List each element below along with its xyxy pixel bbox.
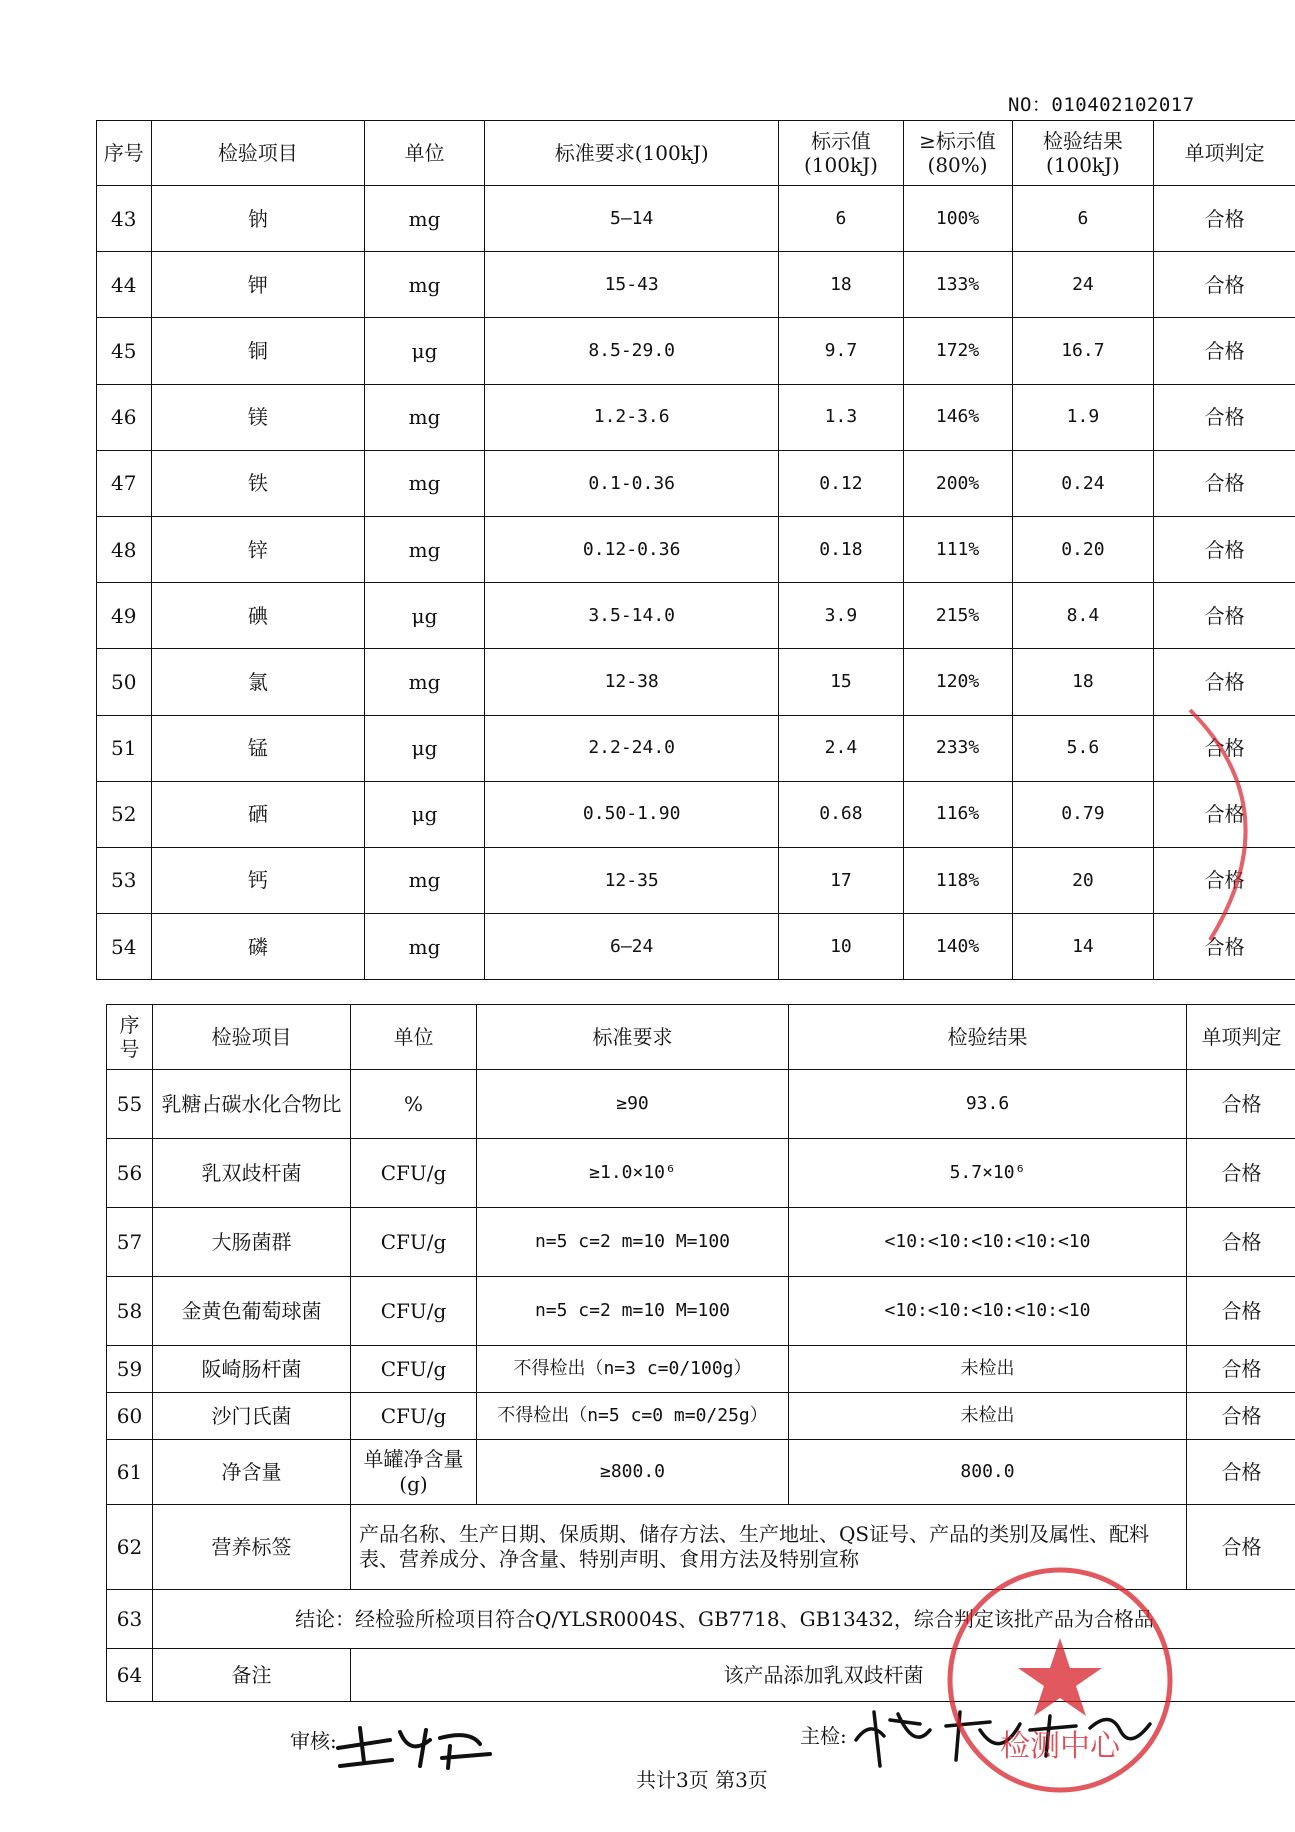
cell-ge: 116% bbox=[903, 781, 1012, 847]
header-judgement: 单项判定 bbox=[1187, 1005, 1295, 1070]
cell-unit: % bbox=[351, 1070, 477, 1139]
cell-label: 10 bbox=[779, 914, 903, 980]
cell-label: 18 bbox=[779, 252, 903, 318]
cell-seq: 55 bbox=[107, 1070, 153, 1139]
table-row bbox=[97, 583, 1295, 649]
cell-seq: 48 bbox=[97, 516, 152, 582]
cell-item: 营养标签 bbox=[153, 1505, 351, 1590]
cell-seq: 47 bbox=[97, 450, 152, 516]
table-row bbox=[97, 847, 1295, 913]
cell-label: 17 bbox=[779, 847, 903, 913]
cell-result: 未检出 bbox=[789, 1346, 1187, 1393]
table-row bbox=[107, 1277, 1295, 1346]
cell-item: 磷 bbox=[151, 914, 365, 980]
header-seq: 序号 bbox=[107, 1005, 153, 1070]
cell-seq: 52 bbox=[97, 781, 152, 847]
header-unit: 单位 bbox=[351, 1005, 477, 1070]
cell-seq: 44 bbox=[97, 252, 152, 318]
cell-seq: 43 bbox=[97, 186, 152, 252]
cell-seq: 64 bbox=[107, 1649, 153, 1702]
header-seq: 序号 bbox=[97, 121, 152, 186]
cell-standard: 2.2-24.0 bbox=[485, 715, 779, 781]
cell-item: 锰 bbox=[151, 715, 365, 781]
cell-result: 5.6 bbox=[1012, 715, 1154, 781]
cell-seq: 59 bbox=[107, 1346, 153, 1393]
cell-result: 0.79 bbox=[1012, 781, 1154, 847]
cell-seq: 56 bbox=[107, 1139, 153, 1208]
table-row bbox=[97, 252, 1295, 318]
cell-seq: 45 bbox=[97, 318, 152, 384]
cell-ge: 172% bbox=[903, 318, 1012, 384]
table-row bbox=[107, 1208, 1295, 1277]
cell-unit: mg bbox=[365, 847, 485, 913]
cell-item: 乳糖占碳水化合物比 bbox=[153, 1070, 351, 1139]
cell-judge: 合格 bbox=[1187, 1393, 1295, 1440]
cell-standard: 8.5-29.0 bbox=[485, 318, 779, 384]
cell-result: 6 bbox=[1012, 186, 1154, 252]
cell-item: 钾 bbox=[151, 252, 365, 318]
table-row bbox=[97, 516, 1295, 582]
cell-standard: 3.5-14.0 bbox=[485, 583, 779, 649]
cell-standard: 0.50-1.90 bbox=[485, 781, 779, 847]
cell-result: 0.24 bbox=[1012, 450, 1154, 516]
cell-item: 大肠菌群 bbox=[153, 1208, 351, 1277]
partial-seal bbox=[1180, 700, 1295, 950]
cell-label: 9.7 bbox=[779, 318, 903, 384]
header-standard: 标准要求(100kJ) bbox=[485, 121, 779, 186]
cell-standard: 1.2-3.6 bbox=[485, 384, 779, 450]
cell-result: 8.4 bbox=[1012, 583, 1154, 649]
cell-result: 16.7 bbox=[1012, 318, 1154, 384]
header-unit: 单位 bbox=[365, 121, 485, 186]
cell-judge: 合格 bbox=[1154, 715, 1295, 781]
cell-label: 15 bbox=[779, 649, 903, 715]
table-row bbox=[107, 1440, 1295, 1505]
cell-seq: 54 bbox=[97, 914, 152, 980]
header-item: 检验项目 bbox=[151, 121, 365, 186]
cell-judge: 合格 bbox=[1187, 1346, 1295, 1393]
cell-unit: μg bbox=[365, 583, 485, 649]
cell-judge: 合格 bbox=[1187, 1070, 1295, 1139]
cell-item: 钠 bbox=[151, 186, 365, 252]
table-row bbox=[107, 1139, 1295, 1208]
cell-item: 钙 bbox=[151, 847, 365, 913]
cell-label: 3.9 bbox=[779, 583, 903, 649]
cell-judge: 合格 bbox=[1154, 583, 1295, 649]
cell-judge: 合格 bbox=[1187, 1505, 1295, 1590]
reviewer-signature bbox=[330, 1710, 500, 1780]
nutrient-table bbox=[96, 120, 1295, 980]
cell-seq: 57 bbox=[107, 1208, 153, 1277]
cell-result: 未检出 bbox=[789, 1393, 1187, 1440]
cell-result: 18 bbox=[1012, 649, 1154, 715]
document-number: NO：010402102017 bbox=[1008, 94, 1195, 116]
cell-standard: 5—14 bbox=[485, 186, 779, 252]
cell-result: <10:<10:<10:<10:<10 bbox=[789, 1277, 1187, 1346]
cell-judge: 合格 bbox=[1187, 1277, 1295, 1346]
cell-unit: mg bbox=[365, 450, 485, 516]
cell-seq: 51 bbox=[97, 715, 152, 781]
cell-unit: mg bbox=[365, 649, 485, 715]
cell-label: 2.4 bbox=[779, 715, 903, 781]
cell-judge: 合格 bbox=[1187, 1440, 1295, 1505]
cell-judge: 合格 bbox=[1187, 1208, 1295, 1277]
cell-item: 碘 bbox=[151, 583, 365, 649]
remark-text: 该产品添加乳双歧杆菌 bbox=[351, 1649, 1295, 1702]
cell-seq: 63 bbox=[107, 1590, 153, 1649]
header-judgement: 单项判定 bbox=[1154, 121, 1295, 186]
cell-ge: 200% bbox=[903, 450, 1012, 516]
table-header bbox=[97, 121, 1295, 186]
cell-seq: 49 bbox=[97, 583, 152, 649]
cell-item: 沙门氏菌 bbox=[153, 1393, 351, 1440]
cell-standard: n=5 c=2 m=10 M=100 bbox=[477, 1208, 789, 1277]
cell-standard: 12-35 bbox=[485, 847, 779, 913]
cell-ge: 146% bbox=[903, 384, 1012, 450]
cell-unit: mg bbox=[365, 516, 485, 582]
inspector-label: 主检: bbox=[800, 1724, 847, 1748]
cell-judge: 合格 bbox=[1154, 186, 1295, 252]
cell-standard: 不得检出（n=5 c=0 m=0/25g） bbox=[477, 1393, 789, 1440]
cell-result: 14 bbox=[1012, 914, 1154, 980]
cell-unit: CFU/g bbox=[351, 1208, 477, 1277]
cell-result: 5.7×10⁶ bbox=[789, 1139, 1187, 1208]
table-row bbox=[97, 318, 1295, 384]
cell-seq: 53 bbox=[97, 847, 152, 913]
cell-seq: 60 bbox=[107, 1393, 153, 1440]
table-row bbox=[107, 1070, 1295, 1139]
header-item: 检验项目 bbox=[153, 1005, 351, 1070]
cell-unit: mg bbox=[365, 914, 485, 980]
cell-item: 乳双歧杆菌 bbox=[153, 1139, 351, 1208]
cell-seq: 61 bbox=[107, 1440, 153, 1505]
header-label-value: 标示值 (100kJ) bbox=[779, 121, 903, 186]
cell-item: 铜 bbox=[151, 318, 365, 384]
table-row bbox=[97, 715, 1295, 781]
cell-seq: 58 bbox=[107, 1277, 153, 1346]
cell-unit: mg bbox=[365, 252, 485, 318]
cell-result: 800.0 bbox=[789, 1440, 1187, 1505]
table-row bbox=[97, 914, 1295, 980]
cell-standard: 不得检出（n=3 c=0/100g） bbox=[477, 1346, 789, 1393]
cell-unit: mg bbox=[365, 384, 485, 450]
cell-ge: 118% bbox=[903, 847, 1012, 913]
cell-judge: 合格 bbox=[1187, 1139, 1295, 1208]
cell-item: 铁 bbox=[151, 450, 365, 516]
cell-standard: ≥1.0×10⁶ bbox=[477, 1139, 789, 1208]
cell-judge: 合格 bbox=[1154, 318, 1295, 384]
table-row bbox=[97, 384, 1295, 450]
cell-unit: CFU/g bbox=[351, 1393, 477, 1440]
cell-result: 20 bbox=[1012, 847, 1154, 913]
cell-standard: ≥800.0 bbox=[477, 1440, 789, 1505]
cell-judge: 合格 bbox=[1154, 847, 1295, 913]
cell-standard: 12-38 bbox=[485, 649, 779, 715]
cell-unit: 单罐净含量(g) bbox=[351, 1440, 477, 1505]
cell-result: 24 bbox=[1012, 252, 1154, 318]
table-row bbox=[97, 649, 1295, 715]
cell-label-content: 产品名称、生产日期、保质期、储存方法、生产地址、QS证号、产品的类别及属性、配料表、营养成分、净含量、特别声明、食用方法及特别宣称 bbox=[351, 1505, 1187, 1590]
cell-judge: 合格 bbox=[1154, 914, 1295, 980]
cell-ge: 215% bbox=[903, 583, 1012, 649]
seal-text: 检测中心 bbox=[1000, 1729, 1120, 1764]
cell-unit: CFU/g bbox=[351, 1139, 477, 1208]
cell-ge: 100% bbox=[903, 186, 1012, 252]
cell-unit: μg bbox=[365, 715, 485, 781]
cell-item: 镁 bbox=[151, 384, 365, 450]
cell-standard: 0.1-0.36 bbox=[485, 450, 779, 516]
cell-item: 备注 bbox=[153, 1649, 351, 1702]
cell-standard: ≥90 bbox=[477, 1070, 789, 1139]
cell-seq: 46 bbox=[97, 384, 152, 450]
table-row bbox=[107, 1393, 1295, 1440]
cell-item: 金黄色葡萄球菌 bbox=[153, 1277, 351, 1346]
table-row bbox=[97, 186, 1295, 252]
header-standard: 标准要求 bbox=[477, 1005, 789, 1070]
cell-label: 1.3 bbox=[779, 384, 903, 450]
header-result: 检验结果 (100kJ) bbox=[1012, 121, 1154, 186]
cell-result: 93.6 bbox=[789, 1070, 1187, 1139]
cell-judge: 合格 bbox=[1154, 649, 1295, 715]
cell-ge: 140% bbox=[903, 914, 1012, 980]
conclusion-text: 结论：经检验所检项目符合Q/YLSR0004S、GB7718、GB13432，综合判定该批产品为合格品 bbox=[153, 1590, 1295, 1649]
cell-label: 0.68 bbox=[779, 781, 903, 847]
cell-standard: 15-43 bbox=[485, 252, 779, 318]
page-info: 共计3页 第3页 bbox=[636, 1768, 768, 1792]
cell-label: 6 bbox=[779, 186, 903, 252]
cell-standard: 0.12-0.36 bbox=[485, 516, 779, 582]
cell-item: 净含量 bbox=[153, 1440, 351, 1505]
cell-ge: 120% bbox=[903, 649, 1012, 715]
header-result: 检验结果 bbox=[789, 1005, 1187, 1070]
table-row bbox=[107, 1346, 1295, 1393]
cell-ge: 111% bbox=[903, 516, 1012, 582]
cell-judge: 合格 bbox=[1154, 384, 1295, 450]
cell-seq: 50 bbox=[97, 649, 152, 715]
cell-ge: 133% bbox=[903, 252, 1012, 318]
cell-ge: 233% bbox=[903, 715, 1012, 781]
table-row bbox=[97, 450, 1295, 516]
table-header bbox=[107, 1005, 1295, 1070]
cell-seq: 62 bbox=[107, 1505, 153, 1590]
cell-result: 1.9 bbox=[1012, 384, 1154, 450]
cell-item: 锌 bbox=[151, 516, 365, 582]
cell-result: <10:<10:<10:<10:<10 bbox=[789, 1208, 1187, 1277]
cell-standard: 6—24 bbox=[485, 914, 779, 980]
table-row bbox=[97, 781, 1295, 847]
cell-label: 0.18 bbox=[779, 516, 903, 582]
cell-standard: n=5 c=2 m=10 M=100 bbox=[477, 1277, 789, 1346]
cell-item: 阪崎肠杆菌 bbox=[153, 1346, 351, 1393]
cell-item: 硒 bbox=[151, 781, 365, 847]
cell-unit: μg bbox=[365, 781, 485, 847]
cell-judge: 合格 bbox=[1154, 781, 1295, 847]
header-ge-label: ≥标示值 (80%) bbox=[903, 121, 1012, 186]
cell-judge: 合格 bbox=[1154, 450, 1295, 516]
cell-unit: mg bbox=[365, 186, 485, 252]
cell-unit: CFU/g bbox=[351, 1277, 477, 1346]
cell-unit: μg bbox=[365, 318, 485, 384]
cell-result: 0.20 bbox=[1012, 516, 1154, 582]
cell-label: 0.12 bbox=[779, 450, 903, 516]
cell-item: 氯 bbox=[151, 649, 365, 715]
company-seal bbox=[940, 1560, 1180, 1800]
cell-unit: CFU/g bbox=[351, 1346, 477, 1393]
reviewer-label: 审核: bbox=[290, 1729, 337, 1753]
cell-judge: 合格 bbox=[1154, 252, 1295, 318]
cell-judge: 合格 bbox=[1154, 516, 1295, 582]
